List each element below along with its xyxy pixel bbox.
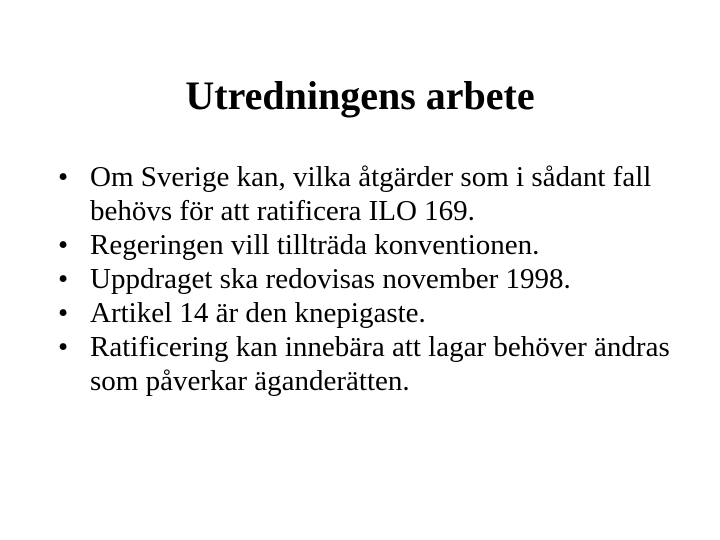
bullet-item <box>54 330 694 398</box>
bullet-text: Ratificering kan innebära att lagar behöver ändras som påverkar äganderätten. <box>90 331 670 397</box>
slide-title: Utredningens arbete <box>185 73 535 118</box>
bullet-item <box>54 160 694 228</box>
bullet-item <box>54 296 694 330</box>
bullet-icon: • <box>58 331 69 363</box>
bullet-text: Uppdraget ska redovisas november 1998. <box>90 263 571 295</box>
bullet-icon: • <box>58 229 69 261</box>
bullet-text: Om Sverige kan, vilka åtgärder som i sådant fall behövs för att ratificera ILO 169. <box>90 161 652 227</box>
bullet-icon: • <box>58 161 69 193</box>
bullet-list <box>54 160 694 398</box>
bullet-icon: • <box>58 297 69 329</box>
bullet-item <box>54 262 694 296</box>
bullet-text: Regeringen vill tillträda konventionen. <box>90 229 540 261</box>
bullet-icon: • <box>58 263 69 295</box>
bullet-item <box>54 228 694 262</box>
bullet-text: Artikel 14 är den knepigaste. <box>90 297 426 329</box>
